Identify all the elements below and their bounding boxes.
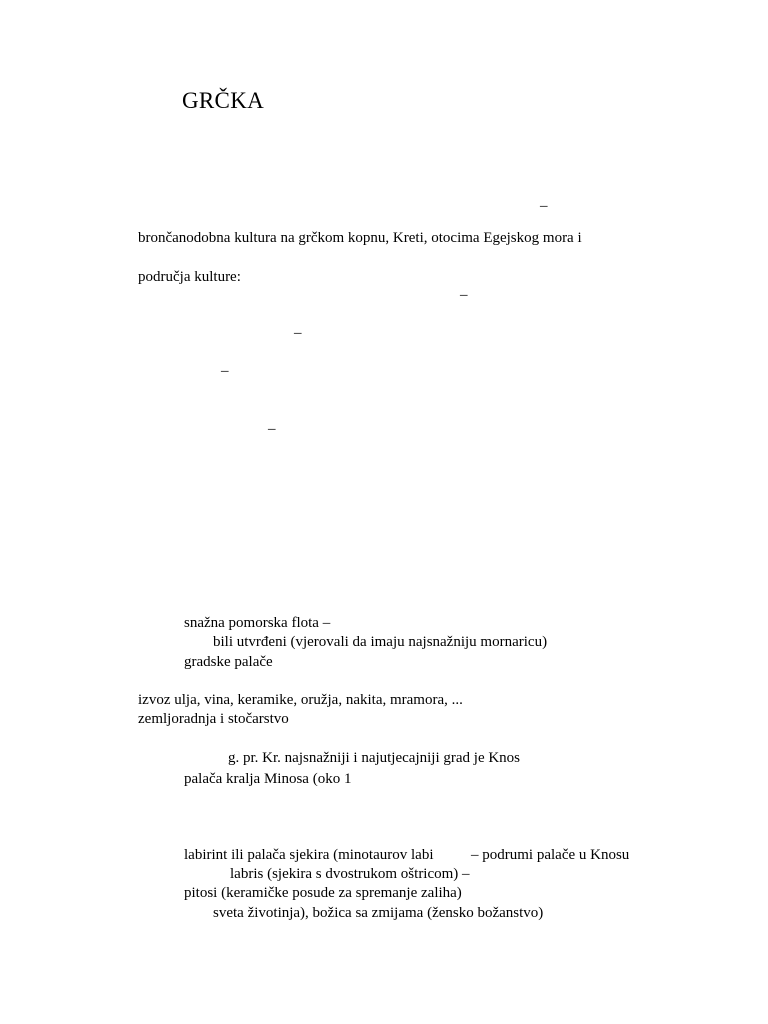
text-line-fleet: snažna pomorska flota –	[184, 615, 331, 631]
text-line-pithoi: pitosi (keramičke posude za spremanje zaliha)	[184, 885, 462, 901]
dash: –	[540, 198, 548, 214]
text-line-minos-palace: palača kralja Minosa (oko 1	[184, 771, 352, 787]
dash: –	[294, 325, 302, 341]
text-line-city-palaces: gradske palače	[184, 654, 273, 670]
text-line-knossos: g. pr. Kr. najsnažniji i najutjecajniji grad je Knos	[228, 750, 521, 766]
dash: –	[460, 287, 468, 303]
text-line-agriculture: zemljoradnja i stočarstvo	[138, 711, 289, 727]
page-title: GRČKA	[182, 88, 265, 113]
text-line-fortified: bili utvrđeni (vjerovali da imaju najsnažniju mornaricu)	[213, 634, 548, 650]
dash: –	[221, 363, 229, 379]
text-line-labris: labris (sjekira s dvostrukom oštricom) –	[230, 866, 470, 882]
text-line-bronze-age: brončanodobna kultura na grčkom kopnu, Kreti, otocima Egejskog mora i	[138, 230, 582, 246]
text-line-labyrinth: labirint ili palača sjekira (minotaurov labi	[184, 847, 434, 863]
text-line-export: izvoz ulja, vina, keramike, oružja, nakita, mramora, ...	[138, 692, 463, 708]
text-line-labyrinth-cellars: – podrumi palače u Knosu	[471, 847, 630, 863]
text-line-sacred: sveta životinja), božica sa zmijama (žensko božanstvo)	[213, 905, 544, 921]
dash: –	[268, 421, 276, 437]
text-line-culture-areas: područja kulture:	[138, 269, 241, 285]
